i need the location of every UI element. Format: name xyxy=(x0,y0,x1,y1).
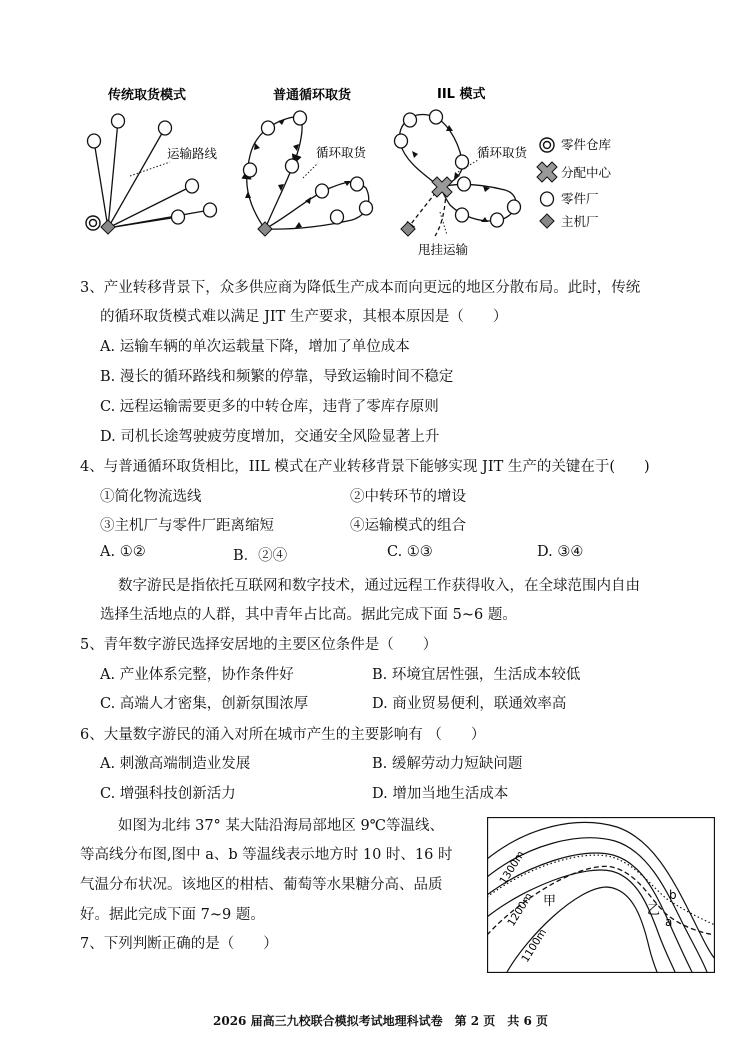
intro79-line4: 好。据此完成下面 7~9 题。 xyxy=(80,907,265,923)
label-a: a xyxy=(665,915,673,929)
parts-factory-node xyxy=(172,210,185,224)
label-loop1: 循环取货 xyxy=(316,145,367,160)
q5-option-d: D. 商业贸易便利，联通效率高 xyxy=(372,696,567,712)
legend-distribution-icon xyxy=(537,162,557,182)
legend xyxy=(537,137,612,229)
intro79-line3: 气温分布状况。该地区的柑桔、葡萄等水果糖分高、品质 xyxy=(80,877,443,893)
contour-label-1200: 1200m xyxy=(505,890,536,929)
main-factory-node xyxy=(258,222,272,236)
parts-factory-node xyxy=(395,134,408,148)
label-yi: 乙 xyxy=(647,903,661,918)
parts-factory-node xyxy=(88,134,101,148)
parts-factory-node xyxy=(508,200,521,214)
main-factory-node xyxy=(401,222,415,236)
intro79-line1: 如图为北纬 37° 某大陆沿海局部地区 9℃等温线、 xyxy=(118,818,444,834)
label-jia: 甲 xyxy=(543,894,557,909)
q4-statement-4: ④运输模式的组合 xyxy=(350,518,466,534)
warehouse-node xyxy=(86,216,100,230)
parts-factory-node xyxy=(244,163,257,177)
title-circular: 普通循环取货 xyxy=(273,88,352,103)
q5-stem: 5、青年数字游民选择安居地的主要区位条件是（ ） xyxy=(80,637,438,653)
label-b: b xyxy=(669,888,677,902)
parts-factory-node xyxy=(456,208,469,222)
q4-option-d: D. ③④ xyxy=(537,544,584,560)
legend-parts-factory-icon xyxy=(541,192,554,206)
q3-option-c: C. 远程运输需要更多的中转仓库，违背了零库存原则 xyxy=(100,399,439,415)
q7-stem: 7、下列判断正确的是（ ） xyxy=(80,936,278,952)
parts-factory-node xyxy=(360,201,373,215)
q6-option-b: B. 缓解劳动力短缺问题 xyxy=(372,756,523,772)
q5-option-c: C. 高端人才密集，创新氛围浓厚 xyxy=(100,696,309,712)
q5-option-b: B. 环境宜居性强，生活成本较低 xyxy=(372,667,581,683)
q4-statement-2: ②中转环节的增设 xyxy=(350,489,466,505)
intro56-line2: 选择生活地点的人群，其中青年占比高。据此完成下面 5~6 题。 xyxy=(100,607,517,623)
label-loop2: 循环取货 xyxy=(477,145,528,160)
q6-option-d: D. 增加当地生活成本 xyxy=(372,786,509,802)
parts-factory-node xyxy=(112,114,125,128)
q4-statement-3: ③主机厂与零件厂距离缩短 xyxy=(100,518,274,534)
traditional-panel xyxy=(94,121,210,228)
q3-option-a: A. 运输车辆的单次运载量下降，增加了单位成本 xyxy=(100,339,410,355)
q3-stem-line1: 3、产业转移背景下，众多供应商为降低生产成本而向更远的地区分散布局。此时，传统 xyxy=(80,280,641,296)
contour-isotherm-map xyxy=(487,817,715,973)
parts-factory-node xyxy=(491,213,504,227)
q4-statement-1: ①简化物流选线 xyxy=(100,489,202,505)
contour-label-1100: 1100m xyxy=(519,926,550,965)
distribution-center-node xyxy=(432,177,452,197)
q3-option-d: D. 司机长途驾驶疲劳度增加，交通安全风险显著上升 xyxy=(100,429,440,445)
parts-factory-node xyxy=(331,210,344,224)
parts-factory-node xyxy=(430,110,443,124)
parts-factory-node xyxy=(204,203,217,217)
legend-main-factory-label: 主机厂 xyxy=(561,214,599,229)
q4-option-a: A. ①② xyxy=(100,544,146,560)
label-drop: 甩挂运输 xyxy=(418,242,469,257)
q6-option-c: C. 增强科技创新活力 xyxy=(100,786,236,802)
parts-factory-node xyxy=(186,179,199,193)
parts-factory-node xyxy=(458,177,471,191)
main-factory-node xyxy=(101,220,115,234)
title-iil: IIL 模式 xyxy=(437,87,486,102)
q4-option-c: C. ①③ xyxy=(387,544,433,560)
parts-factory-node xyxy=(262,121,275,135)
parts-factory-node xyxy=(159,121,172,135)
q4-option-b: B．②④ xyxy=(233,548,288,564)
legend-main-factory-icon xyxy=(540,214,554,228)
intro56-line1: 数字游民是指依托互联网和数字技术，通过远程工作获得收入，在全球范围内自由 xyxy=(118,578,640,594)
parts-factory-node xyxy=(294,111,307,125)
q3-stem-line2: 的循环取货模式难以满足 JIT 生产要求，其根本原因是（ ） xyxy=(100,309,508,325)
page-footer: 2026 届高三九校联合模拟考试地理科试卷 第 2 页 共 6 页 xyxy=(213,1014,548,1028)
logistics-modes-diagram xyxy=(0,0,752,270)
q6-stem: 6、大量数字游民的涌入对所在城市产生的主要影响有 （ ） xyxy=(80,727,486,743)
legend-warehouse-icon xyxy=(540,138,554,152)
legend-distribution-label: 分配中心 xyxy=(561,165,612,180)
title-traditional: 传统取货模式 xyxy=(108,88,187,103)
q3-option-b: B. 漫长的循环路线和频繁的停靠，导致运输时间不稳定 xyxy=(100,369,454,385)
label-route: 运输路线 xyxy=(167,146,218,161)
legend-parts-factory-label: 零件厂 xyxy=(561,191,599,206)
intro79-line2: 等高线分布图,图中 a、b 等温线表示地方时 10 时、16 时 xyxy=(80,847,453,863)
parts-factory-node xyxy=(316,184,329,198)
parts-factory-node xyxy=(456,155,469,169)
legend-warehouse-label: 零件仓库 xyxy=(561,137,612,152)
contour-label-1300: 1300m xyxy=(497,848,528,887)
q4-stem: 4、与普通循环取货相比，IIL 模式在产业转移背景下能够实现 JIT 生产的关键在于( ) xyxy=(80,459,650,475)
parts-factory-node xyxy=(404,113,417,127)
parts-factory-node xyxy=(351,177,364,191)
q5-option-a: A. 产业体系完整，协作条件好 xyxy=(100,667,294,683)
parts-factory-node xyxy=(286,159,299,173)
q6-option-a: A. 刺激高端制造业发展 xyxy=(100,756,251,772)
